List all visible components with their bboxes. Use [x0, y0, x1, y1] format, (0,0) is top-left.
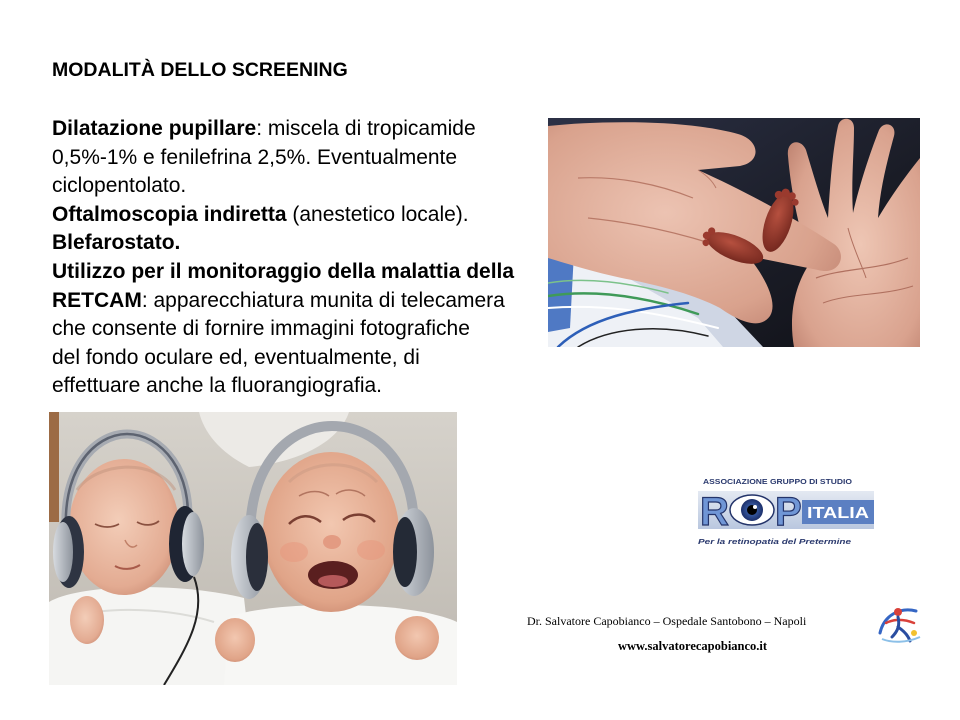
- logo-letter-r: R: [700, 490, 729, 534]
- text-line: [52, 287, 514, 316]
- text-line: [52, 201, 514, 230]
- footer-website: www.salvatorecapobianco.it: [618, 639, 768, 653]
- photo-premature-feet-in-hands: [548, 118, 920, 347]
- logo-header: ASSOCIAZIONE GRUPPO DI STUDIO: [703, 477, 853, 486]
- body-text: che consente di fornire immagini fotografiche: [52, 317, 470, 341]
- body-text: del fondo oculare ed, eventualmente, di: [52, 345, 420, 369]
- text-line: [52, 172, 514, 201]
- body-text: : apparecchiatura munita di telecamera: [141, 288, 505, 312]
- logo-letter-p: P: [775, 490, 802, 534]
- body-text: (anestetico locale).: [286, 202, 469, 226]
- slide-title: MODALITÀ DELLO SCREENING: [52, 59, 348, 81]
- term-monitoraggio: Utilizzo per il monitoraggio della malattia della: [52, 259, 515, 283]
- logo-country: ITALIA: [807, 505, 870, 522]
- term-blefarostato: Blefarostato.: [52, 231, 181, 255]
- term-retcam: RETCAM: [52, 288, 142, 312]
- mascot-logo-icon: [876, 603, 924, 645]
- text-line: [52, 258, 514, 287]
- photo-newborns-with-headphones: [49, 412, 457, 685]
- body-text: effettuare anche la fluorangiografia.: [52, 374, 383, 398]
- logo-tagline: Per la retinopatia del Pretermine: [698, 537, 853, 546]
- text-line: [52, 315, 514, 344]
- footer-author: Dr. Salvatore Capobianco – Ospedale Santobono – Napoli: [527, 614, 807, 628]
- eye-icon: [730, 495, 774, 525]
- term-oftalmoscopia-indiretta: Oftalmoscopia indiretta: [52, 202, 287, 226]
- text-line: [52, 344, 514, 373]
- text-line: [52, 144, 514, 173]
- text-line: [52, 372, 514, 401]
- body-text: : miscela di tropicamide: [256, 117, 476, 140]
- body-text: 0,5%-1% e fenilefrina 2,5%. Eventualmente: [52, 145, 458, 169]
- screening-text: [52, 115, 514, 401]
- body-text: ciclopentolato.: [52, 174, 187, 198]
- rop-italia-logo: [696, 472, 876, 550]
- text-line: [52, 115, 514, 144]
- text-line: [52, 229, 514, 258]
- term-dilatazione-pupillare: Dilatazione pupillare: [52, 117, 257, 140]
